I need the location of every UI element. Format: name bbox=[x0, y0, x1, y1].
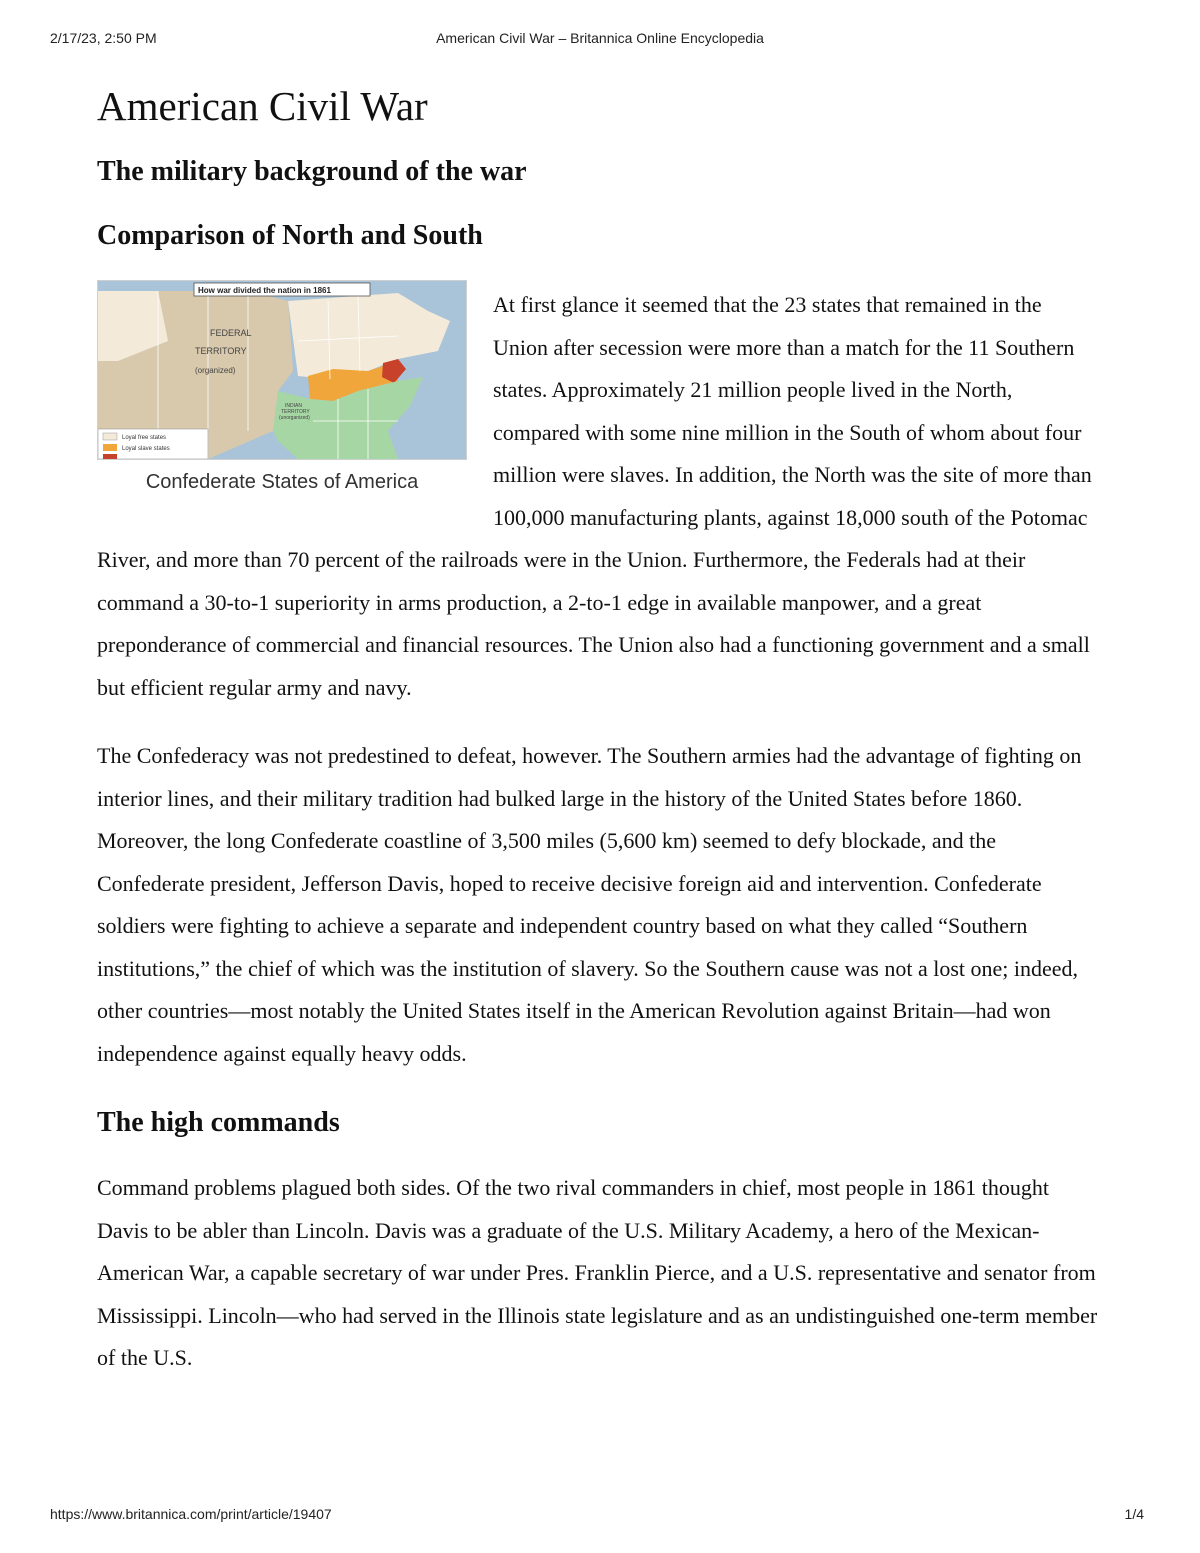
print-footer bbox=[0, 1506, 1200, 1526]
print-page-number: 1/4 bbox=[1124, 1506, 1144, 1522]
map-label-indian-2: TERRITORY bbox=[281, 409, 310, 415]
map-label-territory: TERRITORY bbox=[195, 346, 247, 356]
paragraph-comparison-1: At first glance it seemed that the 23 states that remained in the Union after secession were more than a match for the 11 Southern states. Approximately 21 million people lived in the North, compared with some nine million in the South of whom about four million were slaves. In addition, the North was the site of more than 100,000 manufacturing plants, against 18,000 south of the Potomac River, and more than 70 percent of the railroads were in the Union. Furthermore, the Federals had at their command a 30-to-1 superiority in arms production, a 2-to-1 edge in available manpower, and a great preponderance of commercial and financial resources. The Union also had a functioning government and a small but efficient regular army and navy. bbox=[97, 292, 1092, 700]
figure-caption: Confederate States of America bbox=[145, 471, 419, 493]
print-page-title: American Civil War – Britannica Online Encyclopedia bbox=[436, 30, 764, 46]
civil-war-map[interactable] bbox=[97, 280, 467, 460]
legend-label-slave: Loyal slave states bbox=[122, 446, 170, 452]
article-title: American Civil War bbox=[97, 83, 428, 129]
print-url[interactable]: https://www.britannica.com/print/article/19407 bbox=[50, 1506, 332, 1522]
paragraph-comparison-2: The Confederacy was not predestined to defeat, however. The Southern armies had the advantage of fighting on interior lines, and their military tradition had bulked large in the history of the United States before 1860. Moreover, the long Confederate coastline of 3,500 miles (5,600 km) seemed to defy blockade, and the Confederate president, Jefferson Davis, hoped to receive decisive foreign aid and intervention. Confederate soldiers were fighting to achieve a separate and independent country based on what they called “Southern institutions,” the chief of which was the institution of slavery. So the Southern cause was not a lost one; indeed, other countries—most notably the United States itself in the American Revolution against Britain—had won independence against equally heavy odds. bbox=[97, 743, 1082, 1066]
legend-swatch-wv bbox=[103, 454, 117, 459]
map-label-organized: (organized) bbox=[195, 366, 236, 375]
section-heading-military: The military background of the war bbox=[97, 156, 527, 187]
print-header bbox=[0, 30, 1200, 50]
map-label-federal: FEDERAL bbox=[210, 328, 252, 338]
legend-swatch-free bbox=[103, 433, 117, 440]
map-figure[interactable] bbox=[97, 280, 467, 494]
paragraph-high-commands: Command problems plagued both sides. Of the two rival commanders in chief, most people in 1861 thought Davis to be abler than Lincoln. Davis was a graduate of the U.S. Military Academy, a hero of the Mexican-American War, a capable secretary of war under Pres. Franklin Pierce, and a U.S. representative and senator from Mississippi. Lincoln—who had served in the Illinois state legislature and as an undistinguished one-term member of the U.S. bbox=[97, 1175, 1098, 1370]
article-content bbox=[97, 80, 1102, 1380]
map-title: How war divided the nation in 1861 bbox=[198, 286, 331, 295]
map-label-indian-3: (unorganized) bbox=[279, 415, 310, 421]
legend-label-free: Loyal free states bbox=[122, 435, 167, 441]
print-datetime: 2/17/23, 2:50 PM bbox=[50, 30, 157, 46]
section-heading-high-commands: The high commands bbox=[97, 1107, 340, 1138]
legend-swatch-slave bbox=[103, 444, 117, 451]
section-heading-comparison: Comparison of North and South bbox=[97, 220, 483, 251]
map-label-indian: INDIAN bbox=[285, 403, 302, 409]
